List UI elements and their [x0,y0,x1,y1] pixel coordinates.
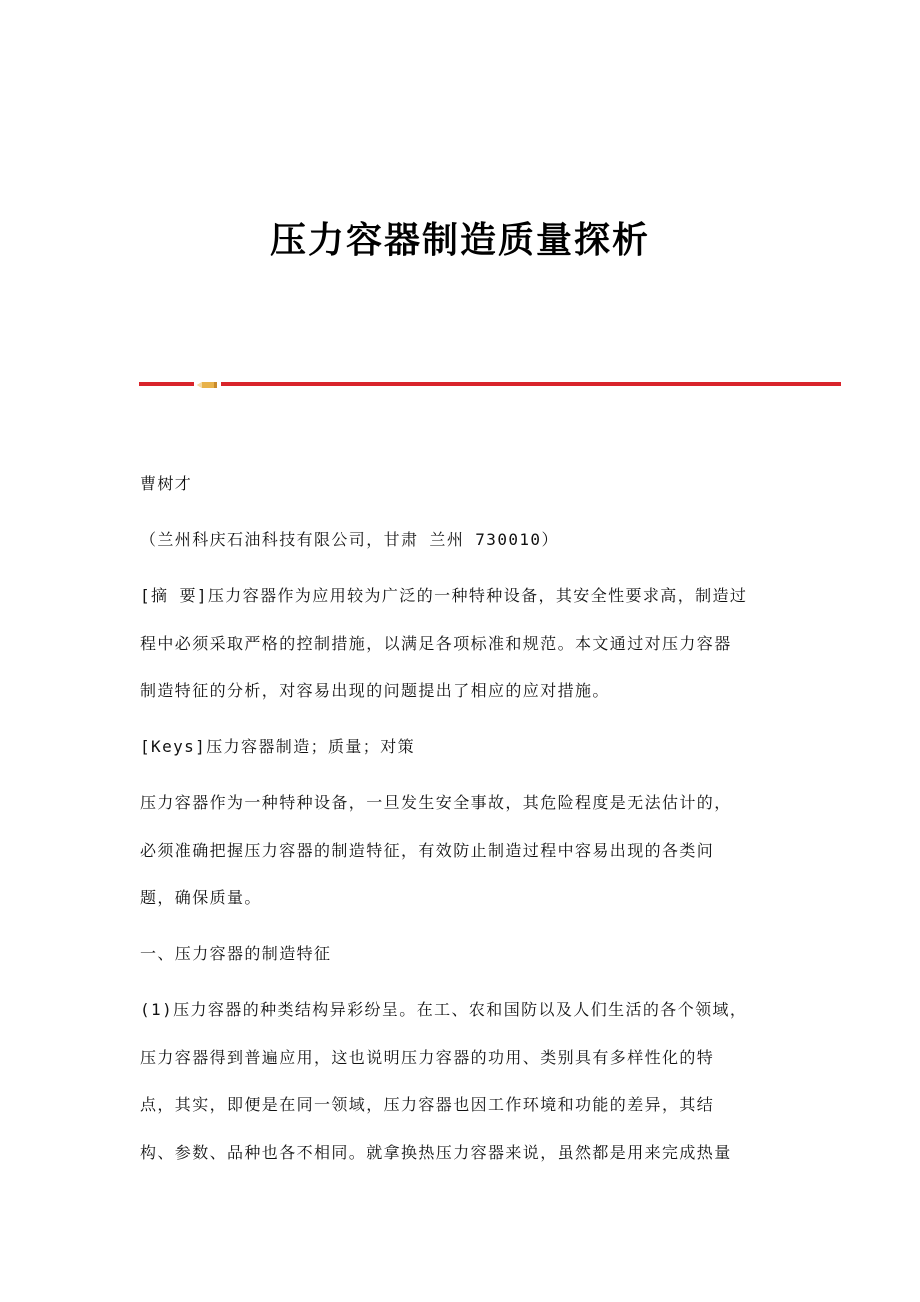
title-divider [139,379,841,391]
section-heading: 一、压力容器的制造特征 [140,944,332,963]
abstract-line: 制造特征的分析，对容易出现的问题提出了相应的应对措施。 [140,681,610,700]
section-body-line: (1)压力容器的种类结构异彩纷呈。在工、农和国防以及人们生活的各个领域， [140,1000,748,1019]
divider-bar-left [139,382,194,386]
intro-line: 压力容器作为一种特种设备，一旦发生安全事故，其危险程度是无法估计的， [140,793,732,812]
author-affiliation: （兰州科庆石油科技有限公司，甘肃 兰州 730010） [140,530,559,549]
abstract-line: [摘 要]压力容器作为应用较为广泛的一种特种设备，其安全性要求高，制造过 [140,586,748,605]
section-body-line: 构、参数、品种也各不相同。就拿换热压力容器来说，虽然都是用来完成热量 [140,1143,732,1162]
divider-bar-right [221,382,841,386]
author-name: 曹树才 [140,474,193,493]
section-body-line: 压力容器得到普遍应用，这也说明压力容器的功用、类别具有多样性化的特 [140,1048,715,1067]
abstract-line: 程中必须采取严格的控制措施，以满足各项标准和规范。本文通过对压力容器 [140,634,732,653]
intro-line: 必须准确把握压力容器的制造特征，有效防止制造过程中容易出现的各类问 [140,841,715,860]
keywords-line: [Keys]压力容器制造；质量；对策 [140,737,415,756]
intro-line: 题，确保质量。 [140,888,262,907]
section-body-line: 点，其实，即便是在同一领域，压力容器也因工作环境和功能的差异，其结 [140,1095,715,1114]
document-title: 压力容器制造质量探析 [269,219,650,261]
pencil-ornament-icon [197,381,219,389]
